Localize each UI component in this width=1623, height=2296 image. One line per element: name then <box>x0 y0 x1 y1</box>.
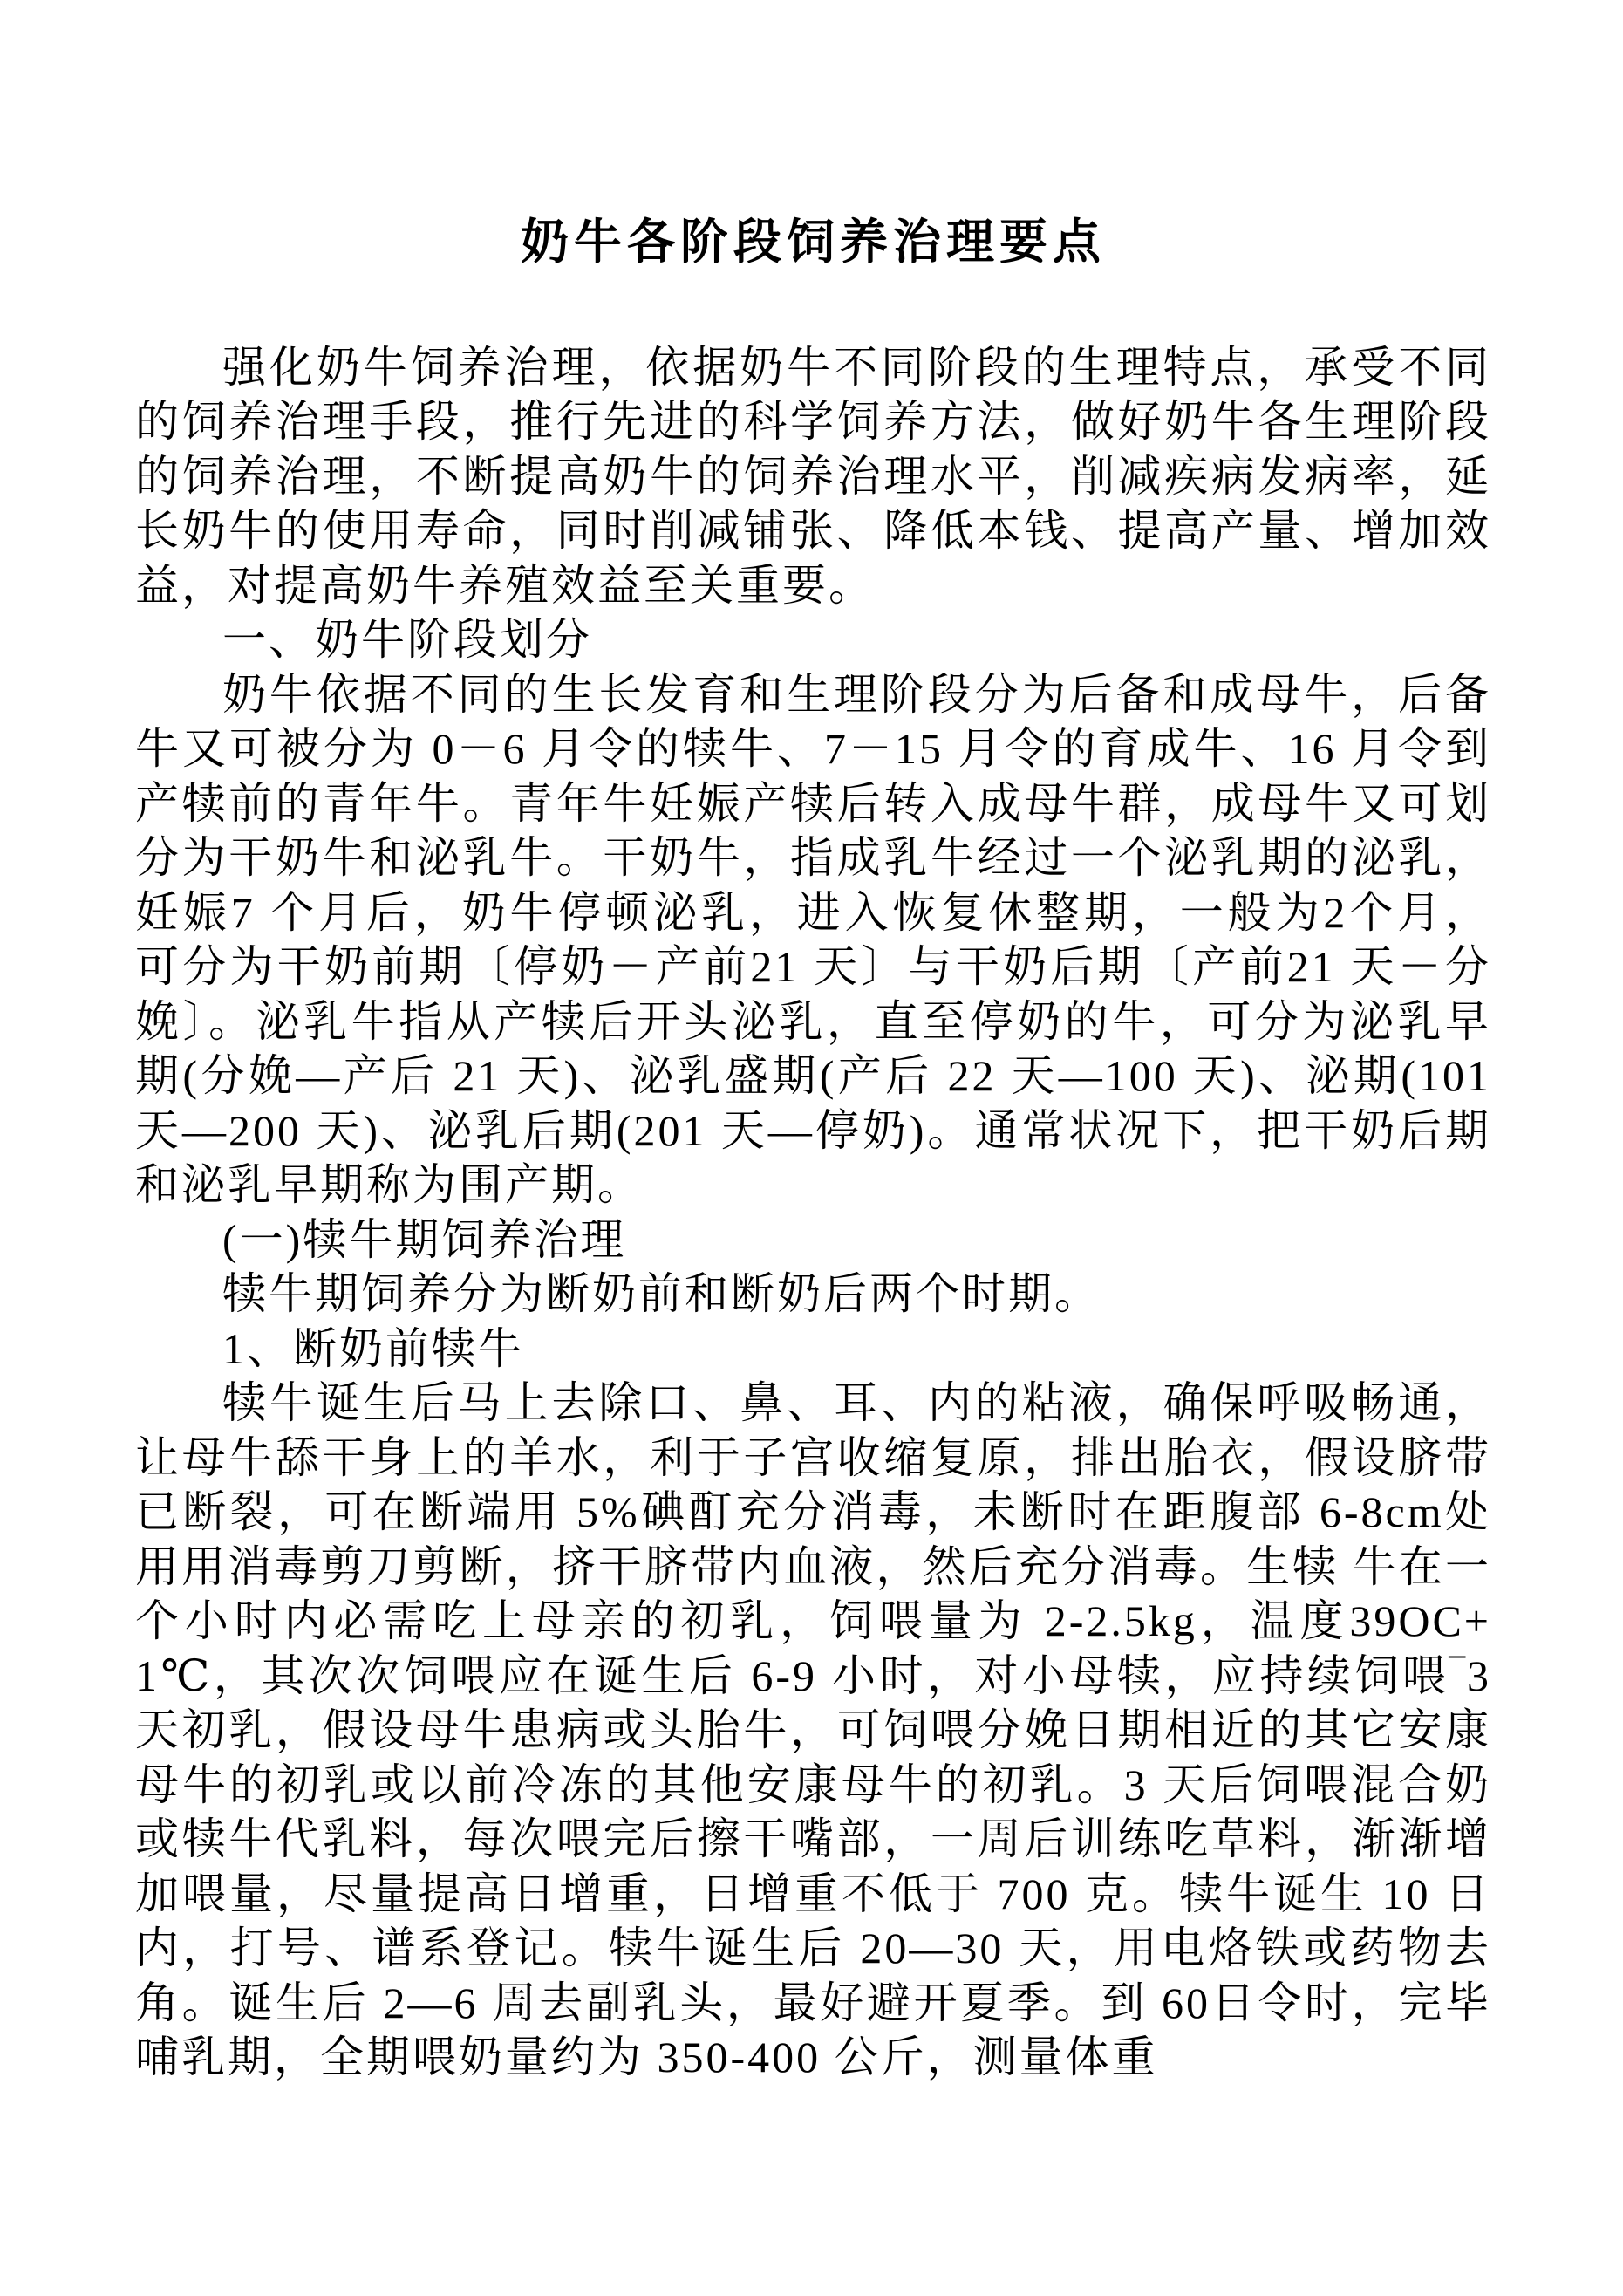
paragraph: 犊牛期饲养分为断奶前和断奶后两个时期。 <box>222 1269 1101 1319</box>
paragraph: 1、断奶前犊牛 <box>222 1323 524 1373</box>
paragraph: 犊牛诞生后马上去除口、鼻、耳、内的粘液，确保呼吸畅通，让母牛舔干身上的羊水，利于子宫收缩复原，排出胎衣，假设脐带已断裂，可在断端用 5%碘酊充分消毒，未断时在距腹部 6-8cm处用用消毒剪刀剪断，挤干脐带内血液，然后充分消毒。生犊 牛在一个小时内必需吃上母亲的初乳，饲喂量为 2-2.5kg，温度39OC+1℃，其次次饲喂应在诞生后 6-9 小时，对小母犊，应持续饲喂‾3 天初乳，假设母牛患病或头胎牛，可饲喂分娩日期相近的其它安康母牛的初乳或以前冷冻的其他安康母牛的初乳。3 天后饲喂混合奶或犊牛代乳料，每次喂完后擦干嘴部，一周后训练吃草料，渐渐增加喂量，尽量提高日增重，日增重不低于 700 克。犊牛诞生 10 日内，打号、谱系登记。犊牛诞生后 20—30 天，用电烙铁或药物去角。诞生后 2—6 周去副乳头，最好避开夏季。到 60日令时，完毕哺乳期，全期喂奶量约为 350-400 公斤，测量体重 <box>135 1378 1491 2082</box>
paragraph: 一、奶牛阶段划分 <box>222 615 592 665</box>
paragraph: 奶牛依据不同的生长发育和生理阶段分为后备和成母牛，后备牛又可被分为 0－6 月令的犊牛、7－15 月令的育成牛、16 月令到产犊前的青年牛。青年牛妊娠产犊后转入成母牛群，成母牛又可划分为干奶牛和泌乳牛。干奶牛，指成乳牛经过一个泌乳期的泌乳，妊娠7 个月后，奶牛停顿泌乳，进入恢复休整期，一般为2个月，可分为干奶前期〔停奶－产前21 天〕与干奶后期〔产前21 天－分娩〕。泌乳牛指从产犊后开头泌乳，直至停奶的牛，可分为泌乳早期(分娩—产后 21 天)、泌乳盛期(产后 22 天—100 天)、泌期(101 天—200 天)、泌乳后期(201 天—停奶)。通常状况下，把干奶后期和泌乳早期称为围产期。 <box>135 669 1491 1210</box>
document-body <box>135 340 1491 2085</box>
document-title: 奶牛各阶段饲养治理要点 <box>520 215 1106 269</box>
paragraph: (一)犊牛期饲养治理 <box>222 1214 627 1264</box>
paragraph: 强化奶牛饲养治理，依据奶牛不同阶段的生理特点，承受不同的饲养治理手段，推行先进的科学饲养方法，做好奶牛各生理阶段的饲养治理，不断提高奶牛的饲养治理水平，削减疾病发病率，延长奶牛的使用寿命，同时削减铺张、降低本钱、提高产量、增加效益，对提高奶牛养殖效益至关重要。 <box>135 342 1491 610</box>
